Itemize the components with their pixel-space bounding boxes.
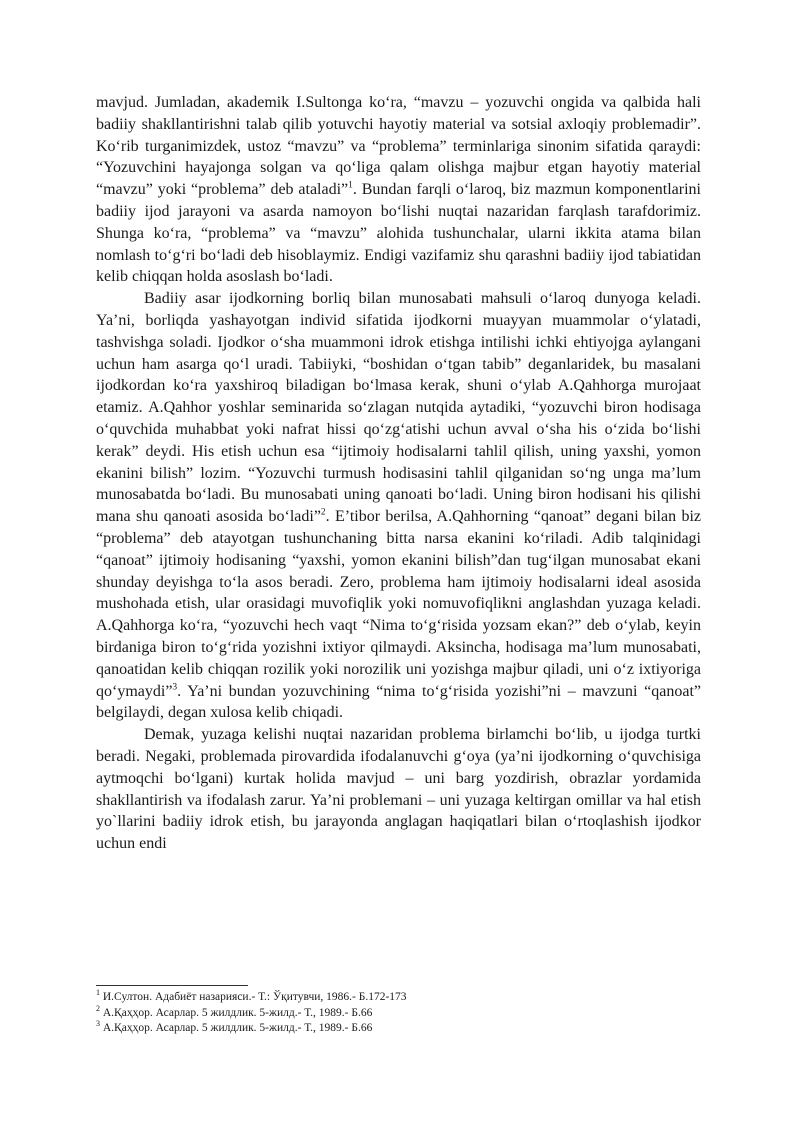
paragraph-1-text-b: . Bundan farqli o‘laroq, biz mazmun komponentlarini badiiy ijod jarayoni va asarda namoyon bo‘lishi nuqtai nazaridan farqlash tarafdorimiz. Shunga ko‘ra, “problema” va “mavzu” alohida tushunchalar, ularni ikkita atama bilan nomlash to‘g‘ri bo‘ladi deb hisoblaymiz. Endigi vazifamiz shu qarashni badiiy ijod tabiatidan kelib chiqqan holda asoslash bo‘ladi. xyxy=(96,181,702,286)
footnote-number: 3 xyxy=(96,1019,100,1029)
paragraph-1-text-a: mavjud. Jumladan, akademik I.Sultonga ko‘ra, “mavzu – yozuvchi ongida va qalbida hali badiiy shakllantirishni talab qilib yotuvchi hayotiy material va sotsial axloqiy problemadir”. Ko‘rib turganimizdek, ustoz “mavzu” va “problema” terminlariga sinonim sifatida qaraydi: “Yozuvchini hayajonga solgan va qo‘liga qalam olishga majbur etgan hayotiy material “mavzu” yoki “problema” deb ataladi” xyxy=(96,94,701,199)
footnote-3 xyxy=(96,1021,701,1037)
footnote-1 xyxy=(96,990,701,1006)
footnote-text: И.Султон. Адабиёт назарияси.- Т.: Ўқитувчи, 1986.- Б.172-173 xyxy=(102,991,407,1003)
paragraph-3 xyxy=(96,724,701,855)
paragraph-2-text-a: Badiiy asar ijodkorning borliq bilan munosabati mahsuli o‘laroq dunyoga keladi. Ya’ni, borliqda yashayotgan individ sifatida ijodkorni muayyan muammolar o‘ylatadi, tashvishga soladi. Ijodkor o‘sha muammoni idrok etishga intilishi ichki ehtiyojga aylangani uchun ham asarga qo‘l uradi. Tabiiyki, “boshidan o‘tgan tabib” deganlaridek, bu masalani ijodkordan ko‘ra yaxshiroq biladigan bo‘lmasa kerak, shuni o‘ylab A.Qahhorga murojaat etamiz. A.Qahhor yoshlar seminarida so‘zlagan nutqida aytadiki, “yozuvchi biron hodisaga o‘quvchida muhabbat yoki nafrat hissi qo‘zg‘atishi uchun avval o‘sha his o‘zida bo‘lishi kerak” deydi. His etish uchun esa “ijtimoiy hodisalarni tahlil qilish, uning yaxshi, yomon ekanini bilish” lozim. “Yozuvchi turmush hodisasini tahlil qilganidan so‘ng unga ma’lum munosabatda bo‘ladi. Bu munosabati uning qanoati bo‘ladi. Uning biron hodisani his qilishi mana shu qanoati asosida bo‘ladi” xyxy=(96,290,701,526)
footnotes xyxy=(96,985,701,1037)
footnote-text: А.Қаҳҳор. Асарлар. 5 жилдлик. 5-жилд.- Т., 1989.- Б.66 xyxy=(102,1006,373,1019)
footnote-ref-2[interactable]: 2 xyxy=(320,507,326,518)
paragraph-2 xyxy=(96,288,701,724)
document-body xyxy=(96,92,701,855)
footnote-ref-1[interactable]: 1 xyxy=(348,180,353,191)
paragraph-2-text-b: . E’tibor berilsa, A.Qahhorning “qanoat” degani bilan biz “problema” deb atayotgan tushunchaning bitta narsa ekanini ko‘riladi. Adib talqinidagi “qanoat” ijtimoiy hodisaning “yaxshi, yomon ekanini bilish”dan tug‘ilgan munosabat ekani shunday deyishga to‘la asos beradi. Zero, problema ham ijtimoiy hodisalarni ideal asosida mushohada etish, ular orasidagi muvofiqlik yoki nomuvofiqlikni anglashdan yuzaga keladi. A.Qahhorga ko‘ra, “yozuvchi hech vaqt “Nima to‘g‘risida yozsam ekan?” deb o‘ylab, keyin birdaniga biron to‘g‘rida yozishni ixtiyor qilmaydi. Aksincha, hodisaga ma’lum munosabati, qanoatidan kelib chiqqan rozilik yoki norozilik uni yozishga majbur qiladi, uni o‘z ixtiyoriga qo‘ymaydi” xyxy=(96,508,701,700)
paragraph-2-text-c: . Ya’ni bundan yozuvchining “nima to‘g‘risida yozishi”ni – mavzuni “qanoat” belgilaydi, degan xulosa kelib chiqadi. xyxy=(96,682,701,722)
footnote-text: А.Қаҳҳор. Асарлар. 5 жилдлик. 5-жилд.- Т., 1989.- Б.66 xyxy=(102,1022,373,1034)
footnote-number: 1 xyxy=(96,988,100,998)
paragraph-3-text-a: Demak, yuzaga kelishi nuqtai nazaridan problema birlamchi bo‘lib, u ijodga turtki beradi. Negaki, problemada pirovardida ifodalanuvchi g‘oya (ya’ni ijodkorning o‘quvchisiga aytmoqchi bo‘lgani) kurtak holida mavjud – uni barg yozdirish, obrazlar yordamida shakllantirish va ifodalash zarur. Ya’ni problemani – uni yuzaga keltirgan omillar va hal etish yo`llarini badiiy idrok etish, bu jarayonda anglagan haqiqatlari bilan o‘rtoqlashish ijodkor uchun endi xyxy=(96,726,701,853)
footnote-number: 2 xyxy=(96,1003,100,1013)
paragraph-1 xyxy=(96,92,701,288)
footnote-2 xyxy=(96,1003,701,1022)
footnote-ref-3[interactable]: 3 xyxy=(172,682,178,693)
footnote-separator xyxy=(96,985,248,986)
